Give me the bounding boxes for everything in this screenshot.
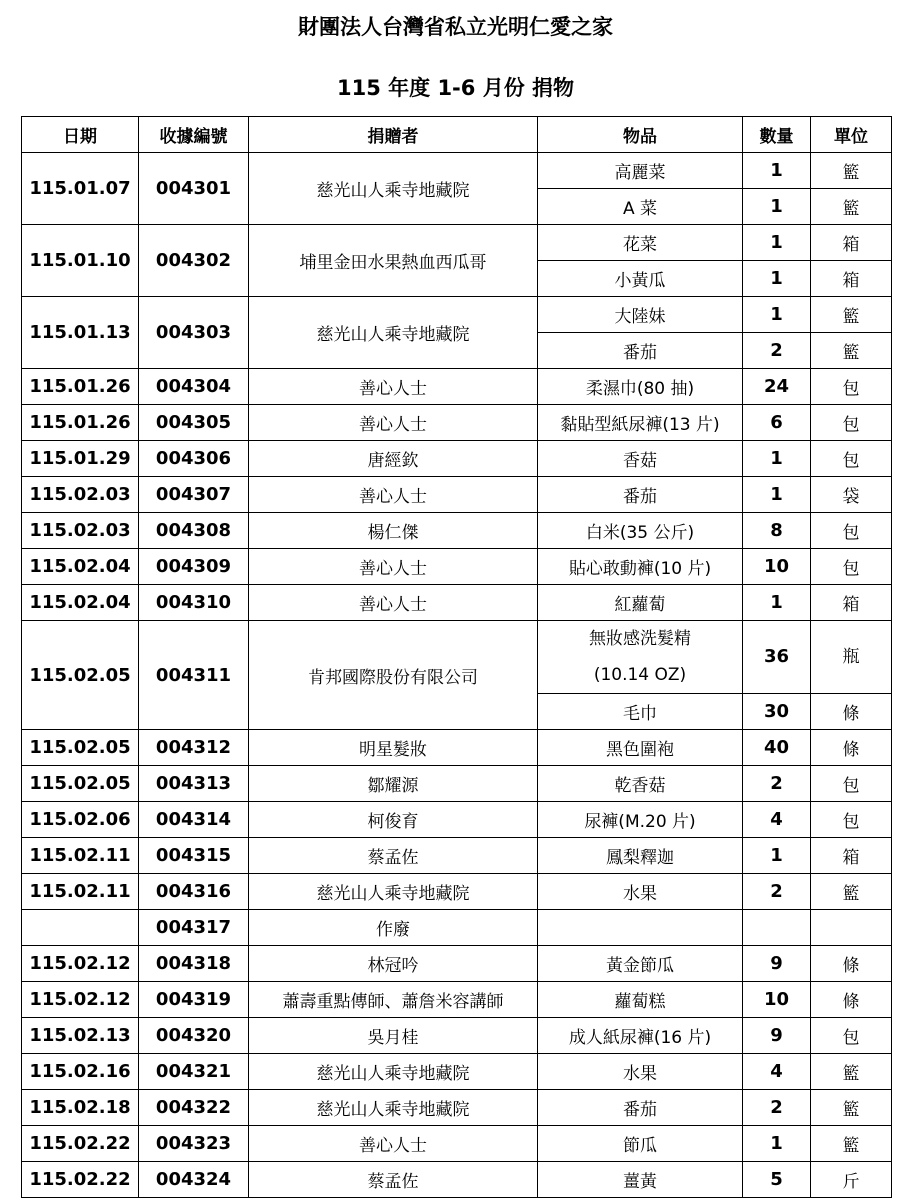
table-row <box>22 802 892 838</box>
donor-cell: 楊仁傑 <box>249 513 538 549</box>
table-row <box>22 621 892 694</box>
quantity-cell: 2 <box>743 874 811 910</box>
receipt-cell: 004310 <box>139 585 249 621</box>
table-row <box>22 982 892 1018</box>
quantity-cell: 30 <box>743 694 811 730</box>
item-cell: 香菇 <box>538 441 743 477</box>
date-cell: 115.01.26 <box>22 405 139 441</box>
table-row <box>22 874 892 910</box>
donor-cell: 唐經欽 <box>249 441 538 477</box>
item-cell: 黏貼型紙尿褲(13 片) <box>538 405 743 441</box>
quantity-cell: 1 <box>743 153 811 189</box>
quantity-cell: 1 <box>743 261 811 297</box>
donor-cell: 吳月桂 <box>249 1018 538 1054</box>
donor-cell: 慈光山人乘寺地藏院 <box>249 1090 538 1126</box>
quantity-cell: 8 <box>743 513 811 549</box>
quantity-cell: 6 <box>743 405 811 441</box>
table-row <box>22 513 892 549</box>
date-cell: 115.02.12 <box>22 946 139 982</box>
donor-cell: 慈光山人乘寺地藏院 <box>249 153 538 225</box>
item-cell: 番茄 <box>538 1090 743 1126</box>
donor-cell: 善心人士 <box>249 369 538 405</box>
unit-cell: 籃 <box>811 189 892 225</box>
receipt-cell: 004303 <box>139 297 249 369</box>
date-cell: 115.02.16 <box>22 1054 139 1090</box>
receipt-cell: 004321 <box>139 1054 249 1090</box>
table-row <box>22 1018 892 1054</box>
donor-cell: 蔡孟佐 <box>249 838 538 874</box>
item-cell: 番茄 <box>538 333 743 369</box>
item-cell: 黑色圍袍 <box>538 730 743 766</box>
unit-cell: 條 <box>811 946 892 982</box>
unit-cell: 箱 <box>811 585 892 621</box>
date-cell: 115.02.22 <box>22 1162 139 1198</box>
donor-cell: 明星髮妝 <box>249 730 538 766</box>
item-cell: A 菜 <box>538 189 743 225</box>
item-cell: 鳳梨釋迦 <box>538 838 743 874</box>
column-header-quantity: 數量 <box>743 117 811 153</box>
unit-cell: 籃 <box>811 1090 892 1126</box>
receipt-cell: 004317 <box>139 910 249 946</box>
unit-cell: 條 <box>811 730 892 766</box>
receipt-cell: 004318 <box>139 946 249 982</box>
receipt-cell: 004313 <box>139 766 249 802</box>
receipt-cell: 004301 <box>139 153 249 225</box>
receipt-cell: 004320 <box>139 1018 249 1054</box>
date-cell: 115.02.18 <box>22 1090 139 1126</box>
receipt-cell: 004309 <box>139 549 249 585</box>
date-cell: 115.02.22 <box>22 1126 139 1162</box>
table-row <box>22 838 892 874</box>
item-cell: 白米(35 公斤) <box>538 513 743 549</box>
unit-cell: 籃 <box>811 1126 892 1162</box>
receipt-cell: 004307 <box>139 477 249 513</box>
column-header-unit: 單位 <box>811 117 892 153</box>
receipt-cell: 004312 <box>139 730 249 766</box>
table-row <box>22 441 892 477</box>
receipt-cell: 004322 <box>139 1090 249 1126</box>
donor-cell: 善心人士 <box>249 1126 538 1162</box>
item-cell <box>538 621 743 694</box>
table-row <box>22 766 892 802</box>
date-cell <box>22 910 139 946</box>
receipt-cell: 004302 <box>139 225 249 297</box>
date-cell: 115.02.06 <box>22 802 139 838</box>
unit-cell <box>811 910 892 946</box>
quantity-cell: 1 <box>743 1126 811 1162</box>
donor-cell: 作廢 <box>249 910 538 946</box>
date-cell: 115.02.13 <box>22 1018 139 1054</box>
quantity-cell: 4 <box>743 1054 811 1090</box>
receipt-cell: 004304 <box>139 369 249 405</box>
table-row <box>22 1126 892 1162</box>
unit-cell: 包 <box>811 513 892 549</box>
item-cell: 柔濕巾(80 抽) <box>538 369 743 405</box>
unit-cell: 籃 <box>811 874 892 910</box>
donor-cell: 善心人士 <box>249 585 538 621</box>
date-cell: 115.01.13 <box>22 297 139 369</box>
date-cell: 115.01.26 <box>22 369 139 405</box>
donor-cell: 林冠吟 <box>249 946 538 982</box>
receipt-cell: 004306 <box>139 441 249 477</box>
item-cell: 貼心敢動褲(10 片) <box>538 549 743 585</box>
date-cell: 115.01.07 <box>22 153 139 225</box>
item-cell: 節瓜 <box>538 1126 743 1162</box>
document-title: 115 年度 1-6 月份 捐物 <box>336 76 575 100</box>
unit-cell: 包 <box>811 802 892 838</box>
quantity-cell: 10 <box>743 549 811 585</box>
unit-cell: 瓶 <box>811 621 892 694</box>
donor-cell: 善心人士 <box>249 477 538 513</box>
donor-cell: 埔里金田水果熱血西瓜哥 <box>249 225 538 297</box>
column-header-donor: 捐贈者 <box>249 117 538 153</box>
date-cell: 115.02.12 <box>22 982 139 1018</box>
receipt-cell: 004308 <box>139 513 249 549</box>
item-cell <box>538 910 743 946</box>
date-cell: 115.02.11 <box>22 874 139 910</box>
item-name: 無妝感洗髮精 <box>589 629 691 649</box>
date-cell: 115.02.03 <box>22 477 139 513</box>
date-cell: 115.02.04 <box>22 549 139 585</box>
table-row <box>22 369 892 405</box>
quantity-cell: 1 <box>743 838 811 874</box>
item-cell: 乾香菇 <box>538 766 743 802</box>
unit-cell: 袋 <box>811 477 892 513</box>
date-cell: 115.01.10 <box>22 225 139 297</box>
item-cell: 花菜 <box>538 225 743 261</box>
unit-cell: 包 <box>811 1018 892 1054</box>
donor-cell: 鄒耀源 <box>249 766 538 802</box>
item-cell: 大陸妹 <box>538 297 743 333</box>
date-cell: 115.01.29 <box>22 441 139 477</box>
unit-cell: 籃 <box>811 153 892 189</box>
item-cell: 成人紙尿褲(16 片) <box>538 1018 743 1054</box>
donor-cell: 慈光山人乘寺地藏院 <box>249 874 538 910</box>
column-header-receipt: 收據編號 <box>139 117 249 153</box>
unit-cell: 包 <box>811 549 892 585</box>
table-row <box>22 297 892 333</box>
table-row <box>22 910 892 946</box>
quantity-cell: 1 <box>743 225 811 261</box>
unit-cell: 籃 <box>811 297 892 333</box>
table-row <box>22 153 892 189</box>
table-body <box>22 153 892 1198</box>
unit-cell: 籃 <box>811 1054 892 1090</box>
item-cell: 水果 <box>538 1054 743 1090</box>
donor-cell: 善心人士 <box>249 549 538 585</box>
table-row <box>22 549 892 585</box>
item-cell: 黃金節瓜 <box>538 946 743 982</box>
item-cell: 紅蘿蔔 <box>538 585 743 621</box>
donor-cell: 肯邦國際股份有限公司 <box>249 621 538 730</box>
table-row <box>22 585 892 621</box>
quantity-cell: 1 <box>743 189 811 225</box>
unit-cell: 包 <box>811 441 892 477</box>
item-cell: 尿褲(M.20 片) <box>538 802 743 838</box>
item-cell: 蘿蔔糕 <box>538 982 743 1018</box>
receipt-cell: 004315 <box>139 838 249 874</box>
item-cell: 小黃瓜 <box>538 261 743 297</box>
date-cell: 115.02.05 <box>22 730 139 766</box>
quantity-cell: 2 <box>743 1090 811 1126</box>
unit-cell: 箱 <box>811 838 892 874</box>
column-header-item: 物品 <box>538 117 743 153</box>
quantity-cell: 36 <box>743 621 811 694</box>
item-cell: 薑黃 <box>538 1162 743 1198</box>
date-cell: 115.02.05 <box>22 621 139 730</box>
receipt-cell: 004314 <box>139 802 249 838</box>
column-header-date: 日期 <box>22 117 139 153</box>
quantity-cell: 1 <box>743 297 811 333</box>
item-name-detail: (10.14 OZ) <box>593 665 687 685</box>
date-cell: 115.02.11 <box>22 838 139 874</box>
unit-cell: 條 <box>811 694 892 730</box>
quantity-cell: 4 <box>743 802 811 838</box>
receipt-cell: 004305 <box>139 405 249 441</box>
date-cell: 115.02.05 <box>22 766 139 802</box>
table-header-row <box>22 117 892 153</box>
quantity-cell: 5 <box>743 1162 811 1198</box>
item-cell: 高麗菜 <box>538 153 743 189</box>
quantity-cell: 2 <box>743 766 811 802</box>
quantity-cell: 2 <box>743 333 811 369</box>
table-row <box>22 1054 892 1090</box>
date-cell: 115.02.03 <box>22 513 139 549</box>
donor-cell: 慈光山人乘寺地藏院 <box>249 1054 538 1090</box>
table-row <box>22 1090 892 1126</box>
date-cell: 115.02.04 <box>22 585 139 621</box>
table-row <box>22 477 892 513</box>
quantity-cell: 1 <box>743 585 811 621</box>
unit-cell: 籃 <box>811 333 892 369</box>
item-cell: 番茄 <box>538 477 743 513</box>
table-row <box>22 730 892 766</box>
unit-cell: 包 <box>811 369 892 405</box>
quantity-cell: 10 <box>743 982 811 1018</box>
table-row <box>22 405 892 441</box>
quantity-cell: 40 <box>743 730 811 766</box>
receipt-cell: 004324 <box>139 1162 249 1198</box>
receipt-cell: 004323 <box>139 1126 249 1162</box>
quantity-cell: 24 <box>743 369 811 405</box>
donor-cell: 慈光山人乘寺地藏院 <box>249 297 538 369</box>
item-cell: 毛巾 <box>538 694 743 730</box>
unit-cell: 包 <box>811 405 892 441</box>
unit-cell: 條 <box>811 982 892 1018</box>
unit-cell: 箱 <box>811 261 892 297</box>
org-title: 財團法人台灣省私立光明仁愛之家 <box>298 15 613 39</box>
table-row <box>22 225 892 261</box>
donor-cell: 柯俊育 <box>249 802 538 838</box>
quantity-cell: 9 <box>743 1018 811 1054</box>
receipt-cell: 004319 <box>139 982 249 1018</box>
item-cell: 水果 <box>538 874 743 910</box>
donation-table <box>21 116 892 1198</box>
receipt-cell: 004311 <box>139 621 249 730</box>
unit-cell: 包 <box>811 766 892 802</box>
quantity-cell: 1 <box>743 441 811 477</box>
quantity-cell <box>743 910 811 946</box>
receipt-cell: 004316 <box>139 874 249 910</box>
donor-cell: 善心人士 <box>249 405 538 441</box>
unit-cell: 箱 <box>811 225 892 261</box>
unit-cell: 斤 <box>811 1162 892 1198</box>
donor-cell: 蕭壽重點傳師、蕭詹米容講師 <box>249 982 538 1018</box>
quantity-cell: 1 <box>743 477 811 513</box>
table-row <box>22 946 892 982</box>
table-row <box>22 1162 892 1198</box>
quantity-cell: 9 <box>743 946 811 982</box>
donor-cell: 蔡孟佐 <box>249 1162 538 1198</box>
